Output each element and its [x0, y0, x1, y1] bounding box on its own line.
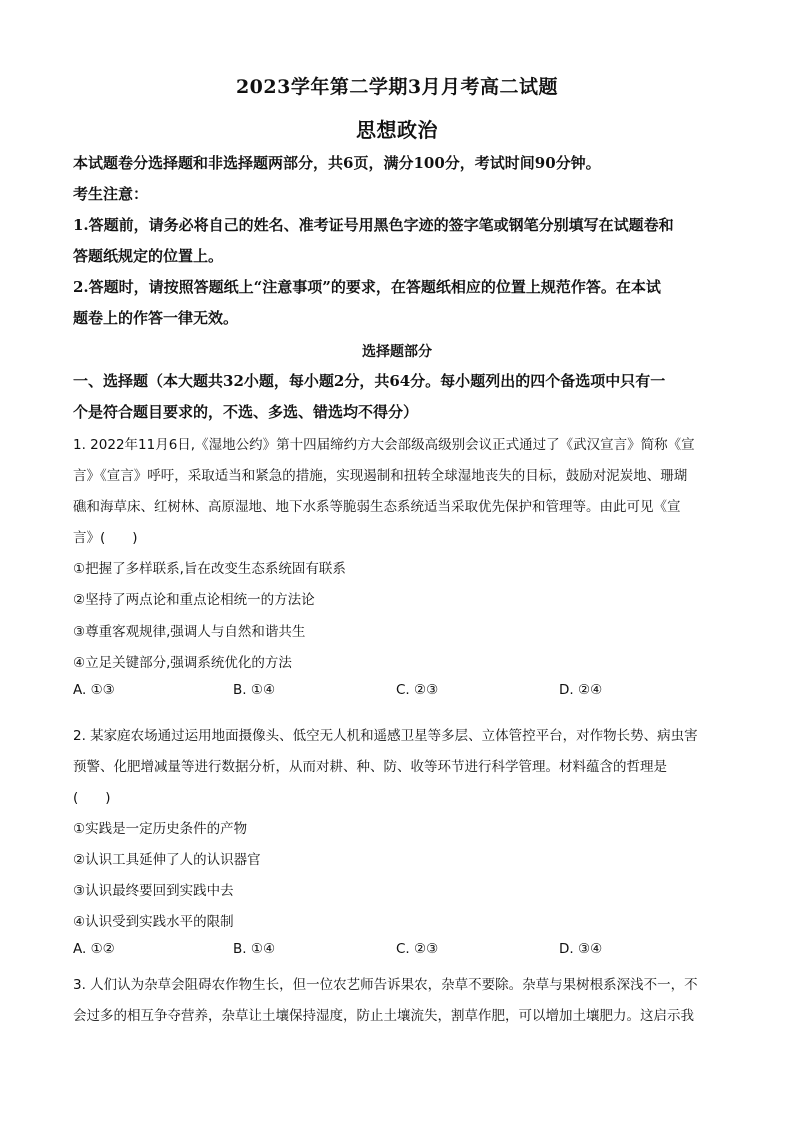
option-b[interactable]: B. ①④	[233, 941, 276, 957]
question-3-text: 3. 人们认为杂草会阻碍农作物生长，但一位农艺师告诉果农，杂草不要除。杂草与果树根系深浅不一，不	[73, 977, 698, 993]
question-1-item: ①把握了多样联系,旨在改变生态系统固有联系	[73, 561, 346, 577]
part-heading-cont: 个是符合题目要求的，不选、多选、错选均不得分）	[73, 403, 419, 421]
option-d[interactable]: D. ②④	[559, 682, 603, 698]
section-heading: 选择题部分	[362, 344, 432, 360]
question-2-item: ③认识最终要回到实践中去	[73, 883, 234, 899]
option-c[interactable]: C. ②③	[396, 682, 439, 698]
exam-subject: 思想政治	[356, 118, 438, 142]
question-1-text: 言》( )	[73, 530, 138, 546]
question-1-item: ④立足关键部分,强调系统优化的方法	[73, 655, 292, 671]
question-1-text: 1. 2022年11月6日,《湿地公约》第十四届缔约方大会部级高级别会议正式通过了《武汉宣言》简称《宣	[73, 437, 695, 453]
question-2-text: 2. 某家庭农场通过运用地面摄像头、低空无人机和遥感卫星等多层、立体管控平台，对作物长势、病虫害	[73, 728, 698, 744]
option-a[interactable]: A. ①②	[73, 941, 115, 957]
question-2-item: ①实践是一定历史条件的产物	[73, 821, 248, 837]
question-2-text: 预警、化肥增减量等进行数据分析，从而对耕、种、防、收等环节进行科学管理。材料蕴含的哲理是	[73, 759, 667, 775]
option-b[interactable]: B. ①④	[233, 682, 276, 698]
question-1-text: 言》《宣言》呼吁，采取适当和紧急的措施，实现遏制和扭转全球湿地丧失的目标，鼓励对泥炭地、珊瑚	[73, 468, 688, 484]
question-1-text: 礁和海草床、红树林、高原湿地、地下水系等脆弱生态系统适当采取优先保护和管理等。由此可见《宣	[73, 499, 681, 515]
question-3-text: 会过多的相互争夺营养，杂草让土壤保持湿度，防止土壤流失，割草作肥，可以增加土壤肥力。这启示我	[73, 1008, 694, 1024]
notice-item-1-cont: 答题纸规定的位置上。	[73, 247, 224, 265]
question-2-item: ④认识受到实践水平的限制	[73, 914, 234, 930]
question-2-item: ②认识工具延伸了人的认识器官	[73, 852, 261, 868]
option-c[interactable]: C. ②③	[396, 941, 439, 957]
option-d[interactable]: D. ③④	[559, 941, 603, 957]
notice-label: 考生注意：	[73, 185, 149, 203]
notice-item-2-cont: 题卷上的作答一律无效。	[73, 309, 239, 327]
exam-title: 2023学年第二学期3月月考高二试题	[235, 76, 559, 98]
part-heading: 一、选择题（本大题共32小题，每小题2分，共64分。每小题列出的四个备选项中只有一	[73, 372, 666, 390]
notice-item-2: 2.答题时，请按照答题纸上“注意事项”的要求，在答题纸相应的位置上规范作答。在本试	[73, 278, 661, 296]
question-1-item: ③尊重客观规律,强调人与自然和谐共生	[73, 624, 306, 640]
intro-line: 本试题卷分选择题和非选择题两部分，共6页，满分100分，考试时间90分钟。	[73, 154, 601, 172]
option-a[interactable]: A. ①③	[73, 682, 115, 698]
question-2-text: ( )	[73, 790, 111, 806]
notice-item-1: 1.答题前，请务必将自己的姓名、准考证号用黑色字迹的签字笔或钢笔分别填写在试题卷和	[73, 216, 674, 234]
question-1-item: ②坚持了两点论和重点论相统一的方法论	[73, 592, 315, 608]
